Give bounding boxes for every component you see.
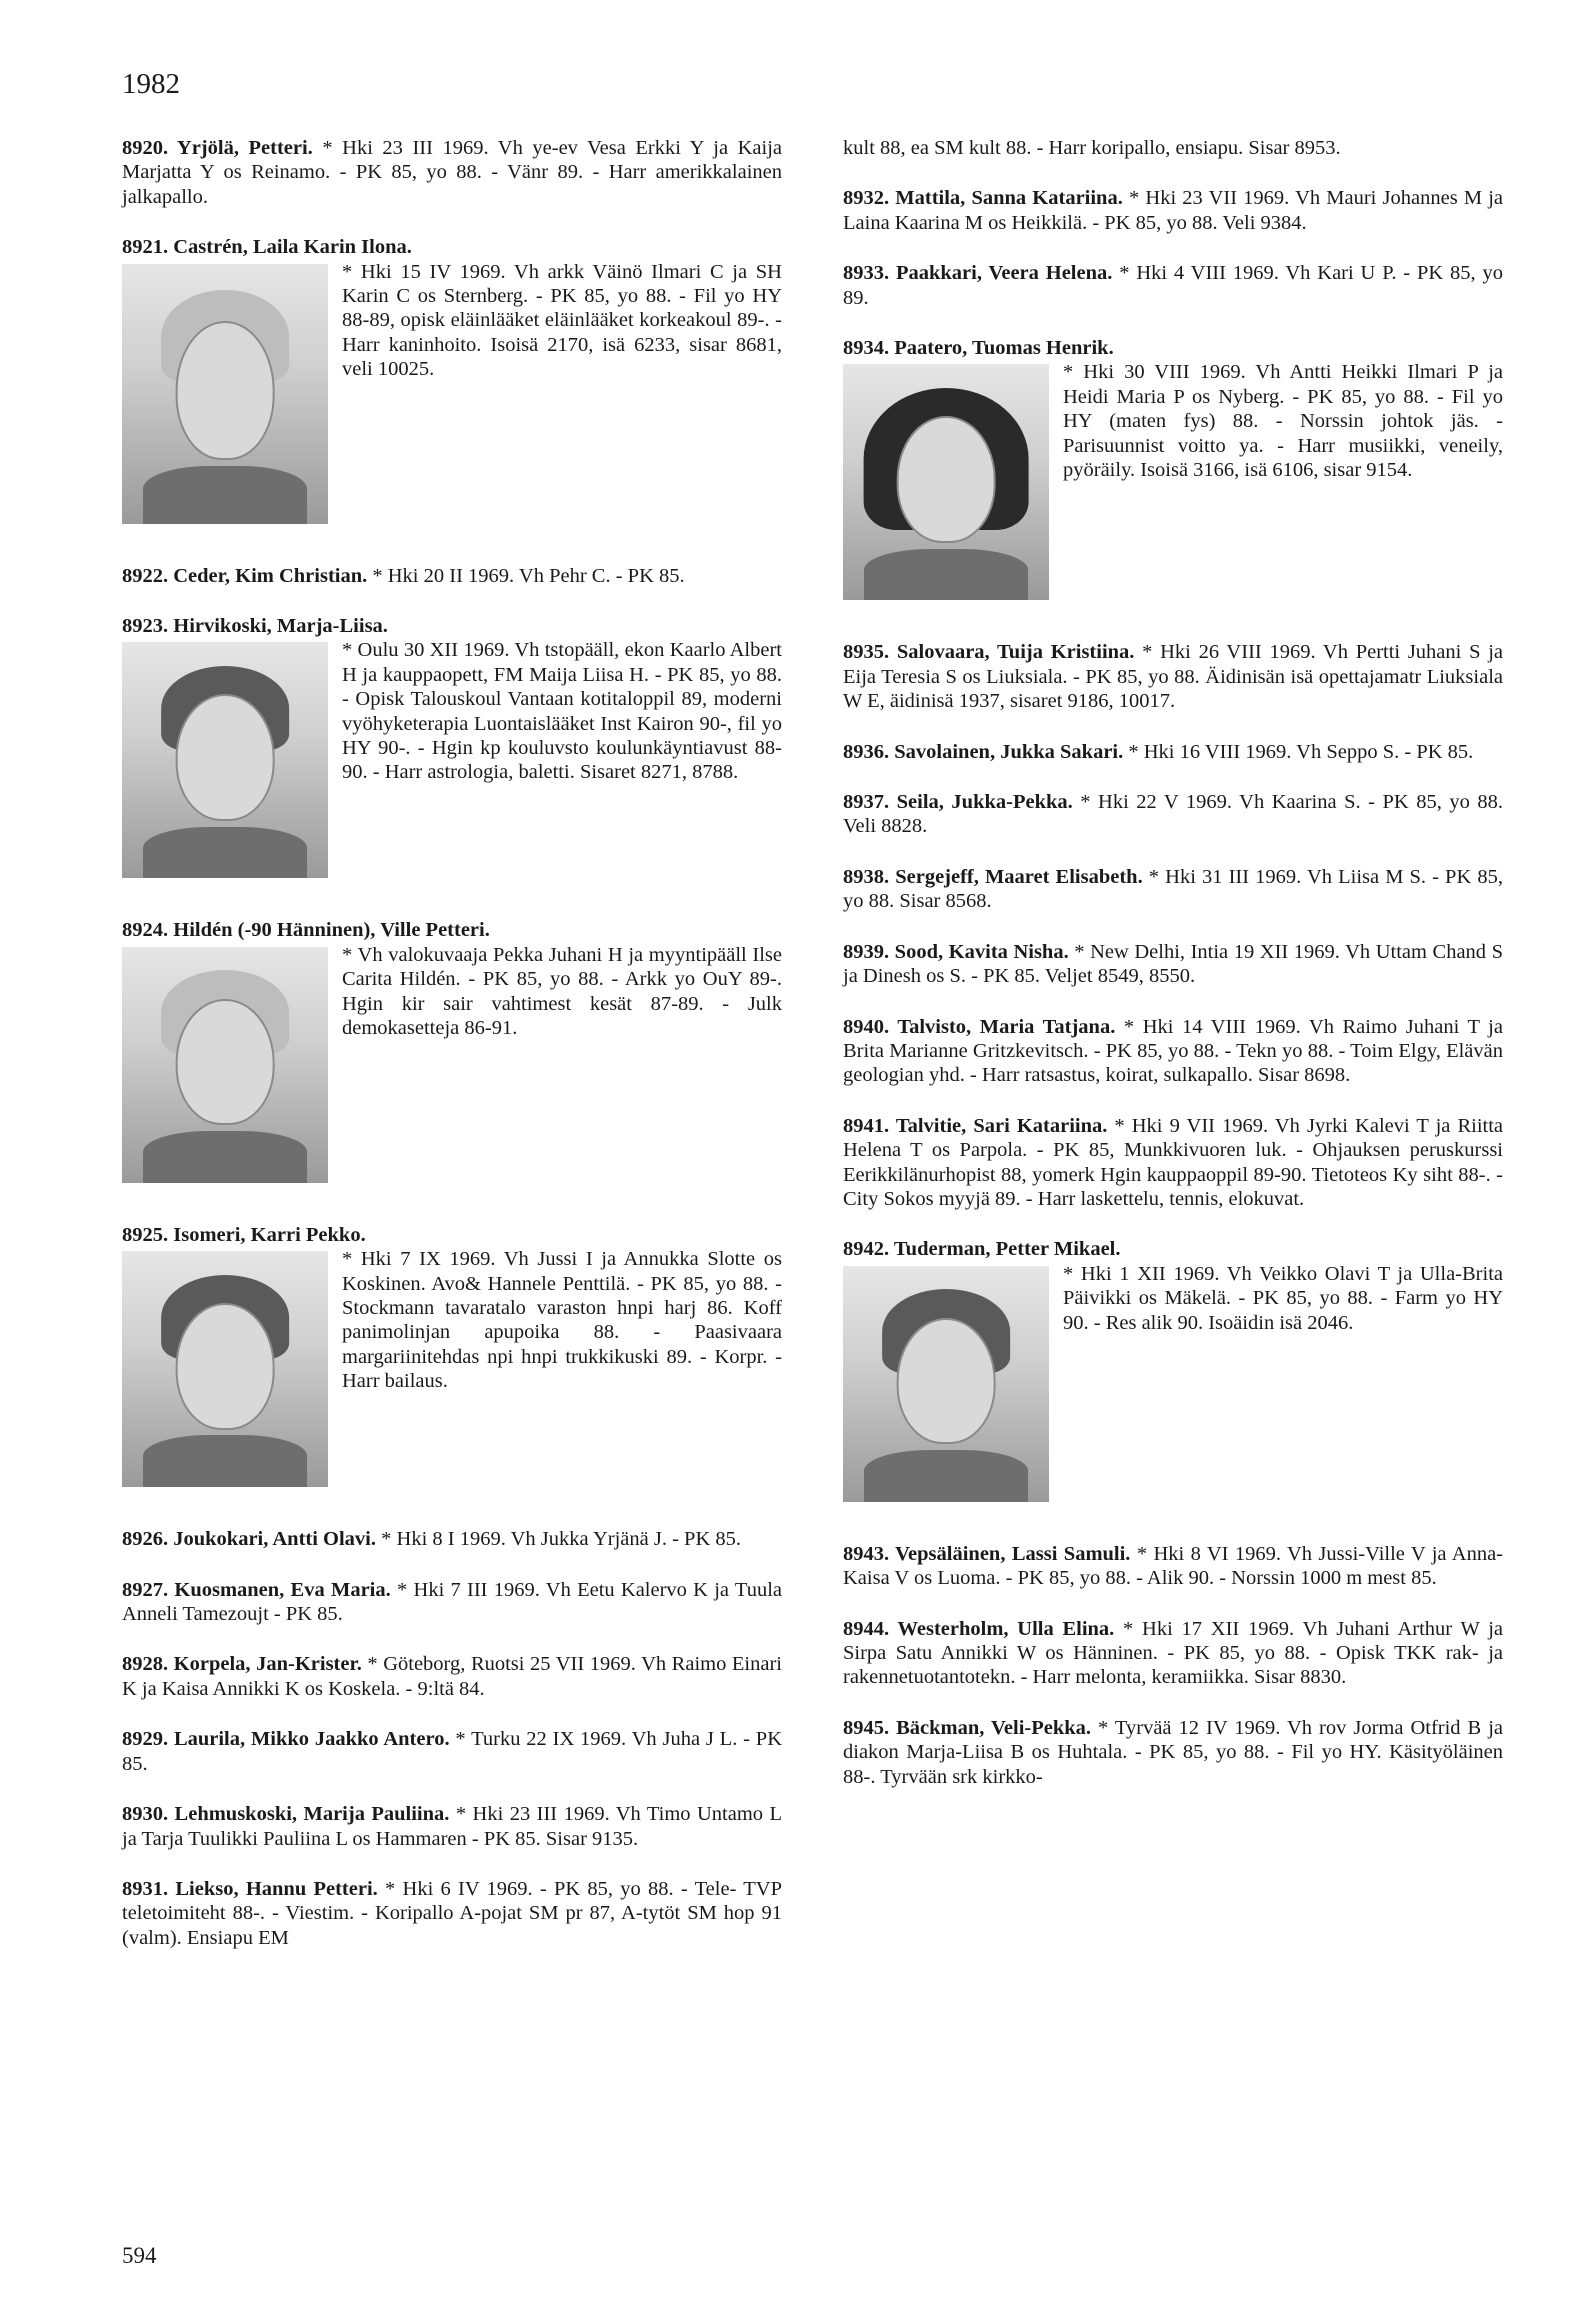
entry-8939	[843, 940, 1503, 989]
entry-8940	[843, 1015, 1503, 1088]
entry-text: * Hki 31 III 1969. Vh Liisa M S. - PK 85, yo 88. Sisar 8568.	[843, 865, 1503, 913]
entry-head: 8940. Talvisto, Maria Tatjana.	[843, 1015, 1116, 1038]
entry-text: * Hki 7 III 1969. Vh Eetu Kalervo K ja Tuula Anneli Tamezoujt - PK 85.	[122, 1578, 782, 1626]
entry-head: 8943. Vepsäläinen, Lassi Samuli.	[843, 1542, 1131, 1565]
entry-head: 8937. Seila, Jukka-Pekka.	[843, 791, 1073, 814]
entry-text: * Hki 26 VIII 1969. Vh Pertti Juhani S ja Eija Teresia S os Liuksiala. - PK 85, yo 88. Äidinisän isä opettajamatr Liuksiala W E, äidinisä 1937, sisaret 9186, 10017.	[843, 641, 1503, 713]
entry-head: 8922. Ceder, Kim Christian.	[122, 564, 368, 587]
entry-head: 8942. Tuderman, Petter Mikael.	[843, 1238, 1121, 1261]
entry-8926	[122, 1527, 782, 1551]
entry-text: * Hki 23 III 1969. Vh ye-ev Vesa Erkki Y ja Kaija Marjatta Y os Reinamo. - PK 85, yo 88. - Vänr 89. - Harr amerikkalainen jalkapallo.	[122, 137, 782, 208]
entry-8936	[843, 740, 1503, 764]
entry-text: * Hki 23 VII 1969. Vh Mauri Johannes M ja Laina Kaarina M os Heikkilä. - PK 85, yo 88. Veli 9384.	[843, 187, 1504, 234]
entry-text: * Hki 14 VIII 1969. Vh Raimo Juhani T ja Brita Marianne Gritzkevitsch. - PK 85, yo 88. - Tekn yo 88. - Toim Elgy, Elävän geologian yhd. - Harr ratsastus, koirat, sulkapallo. Sisar 8698.	[843, 1015, 1503, 1087]
entry-8924	[122, 918, 782, 1188]
entry-text: * Oulu 30 XII 1969. Vh tstopääll, ekon Kaarlo Albert H ja kauppaopett, FM Maija Liisa H. - PK 85, yo 88. - Opisk Talouskoul Vantaan kotitaloppil 89, moderni vyöhyketerapia Luontaislääket Inst Kairon 90-, fil yo HY 90-. - Hgin kp kouluvsto koulunkäyntiavust 88-90. - Harr astrologia, baletti. Sisaret 8271, 8788.	[342, 639, 782, 784]
entry-text: * Hki 30 VIII 1969. Vh Antti Heikki Ilmari P ja Heidi Maria P os Nyberg. - PK 85, yo 88. - Fil yo HY (maten fys) 88. - Norssin johtok jäs. - Parisuunnist voitto ya. - Harr musiikki, veneily, pyöräily. Isoisä 3166, isä 6106, sisar 9154.	[1063, 361, 1503, 482]
entry-text: * Hki 4 VIII 1969. Vh Kari U P. - PK 85, yo 89.	[843, 262, 1503, 309]
entry-text: * Hki 23 III 1969. Vh Timo Untamo L ja Tarja Tuulikki Pauliina L os Hammaren - PK 85. Sisar 9135.	[122, 1803, 782, 1850]
entry-head: 8944. Westerholm, Ulla Elina.	[843, 1617, 1115, 1640]
entry-text: * Hki 6 IV 1969. - PK 85, yo 88. - Tele- TVP teletoimiteht 88-. - Viestim. - Koripallo A-pojat SM pr 87, A-tytöt SM hop 91 (valm). Ensiapu EM	[122, 1877, 782, 1949]
entry-head: 8934. Paatero, Tuomas Henrik.	[843, 337, 1114, 360]
page-year-header: 1982	[122, 68, 180, 100]
entry-8944	[843, 1617, 1503, 1690]
entry-8922	[122, 564, 782, 588]
entry-8943	[843, 1542, 1503, 1591]
entry-text: * Hki 16 VIII 1969. Vh Seppo S. - PK 85.	[1123, 740, 1474, 763]
portrait-photo	[122, 1251, 328, 1487]
right-column	[843, 136, 1503, 1815]
entry-head: 8925. Isomeri, Karri Pekko.	[122, 1223, 366, 1246]
entry-head: 8932. Mattila, Sanna Katariina.	[843, 187, 1123, 210]
entry-8942	[843, 1237, 1503, 1507]
entry-text: * Tyrvää 12 IV 1969. Vh rov Jorma Otfrid B ja diakon Marja-Liisa B os Huhtala. - PK 85, yo 88. - Fil yo HY. Käsityöläinen 88-. Tyrvään srk kirkko-	[843, 1716, 1503, 1788]
entry-8941	[843, 1114, 1503, 1212]
entry-text: * Göteborg, Ruotsi 25 VII 1969. Vh Raimo Einari K ja Kaisa Annikki K os Koskela. - 9:ltä 84.	[122, 1653, 782, 1700]
entry-head: 8928. Korpela, Jan-Krister.	[122, 1653, 362, 1676]
entry-head: 8920. Yrjölä, Petteri.	[122, 137, 313, 159]
entry-text: * Turku 22 IX 1969. Vh Juha J L. - PK 85.	[122, 1728, 782, 1775]
entry-8928	[122, 1652, 782, 1701]
entry-8923	[122, 614, 782, 884]
entry-text: * Hki 8 I 1969. Vh Jukka Yrjänä J. - PK 85.	[376, 1528, 742, 1551]
entry-head: 8941. Talvitie, Sari Katariina.	[843, 1114, 1108, 1137]
entry-text: * New Delhi, Intia 19 XII 1969. Vh Uttam Chand S ja Dinesh os S. - PK 85. Veljet 8549, 8550.	[843, 940, 1504, 988]
entry-text: * Hki 9 VII 1969. Vh Jyrki Kalevi T ja Riitta Helena T os Parpola. - PK 85, Munkkivuoren luk. - Ohjauksen peruskurssi Eerikkilänurhopist 88, yomerk Hgin kauppaoppil 89-90. Tietoteos Ky siht 88-. - City Sokos myyjä 89. - Harr laskettelu, tennis, elokuvat.	[843, 1114, 1504, 1210]
entry-text: * Hki 7 IX 1969. Vh Jussi I ja Annukka Slotte os Koskinen. Avo& Hannele Penttilä. - PK 85, yo 88. - Stockmann tavaratalo varaston hnpi harj 86. Koff panimolinjan apupoika 88. - Paasivaara margariinitehdas npi hnpi trukkikuski 89. - Korpr. - Harr bailaus.	[342, 1248, 782, 1393]
entry-8934	[843, 336, 1503, 606]
entry-8927	[122, 1578, 782, 1627]
portrait-photo	[122, 264, 328, 524]
entry-head: 8936. Savolainen, Jukka Sakari.	[843, 740, 1124, 763]
entry-head: 8945. Bäckman, Veli-Pekka.	[843, 1716, 1092, 1739]
entry-head: 8935. Salovaara, Tuija Kristiina.	[843, 641, 1135, 664]
entry-text: * Hki 20 II 1969. Vh Pehr C. - PK 85.	[367, 564, 685, 587]
entry-8931-continued	[843, 136, 1503, 160]
entry-head: 8927. Kuosmanen, Eva Maria.	[122, 1578, 391, 1601]
page-number: 594	[122, 2243, 157, 2268]
entry-head: 8933. Paakkari, Veera Helena.	[843, 262, 1113, 285]
entry-8925	[122, 1223, 782, 1493]
entry-head: 8931. Liekso, Hannu Petteri.	[122, 1877, 378, 1900]
entry-head: 8923. Hirvikoski, Marja-Liisa.	[122, 615, 388, 638]
entry-head: 8930. Lehmuskoski, Marija Pauliina.	[122, 1803, 450, 1826]
entry-text: * Hki 15 IV 1969. Vh arkk Väinö Ilmari C ja SH Karin C os Sternberg. - PK 85, yo 88. - Fil yo HY 88-89, opisk eläinlääket eläinlääket korkeakoul 89-. - Harr kaninhoito. Isoisä 2170, isä 6233, sisar 8681, veli 10025.	[342, 260, 782, 381]
entry-8920	[122, 136, 782, 209]
entry-text: * Hki 8 VI 1969. Vh Jussi-Ville V ja Anna-Kaisa V os Luoma. - PK 85, yo 88. - Alik 90. - Norssin 1000 m mest 85.	[843, 1542, 1503, 1590]
entry-head: 8926. Joukokari, Antti Olavi.	[122, 1528, 377, 1551]
entry-8921	[122, 235, 782, 529]
portrait-photo	[122, 642, 328, 878]
entry-8929	[122, 1727, 782, 1776]
entry-head: 8924. Hildén (-90 Hänninen), Ville Petteri.	[122, 919, 490, 942]
entry-8937	[843, 790, 1503, 839]
entry-text: * Hki 22 V 1969. Vh Kaarina S. - PK 85, yo 88. Veli 8828.	[843, 791, 1503, 838]
entry-8930	[122, 1802, 782, 1851]
entry-head: 8939. Sood, Kavita Nisha.	[843, 940, 1069, 963]
left-column	[122, 136, 782, 1976]
entry-head: 8929. Laurila, Mikko Jaakko Antero.	[122, 1728, 450, 1751]
portrait-photo	[843, 1266, 1049, 1502]
entry-head: 8921. Castrén, Laila Karin Ilona.	[122, 236, 412, 259]
entry-8933	[843, 261, 1503, 310]
portrait-photo	[843, 364, 1049, 600]
entry-text: * Hki 1 XII 1969. Vh Veikko Olavi T ja Ulla-Brita Päivikki os Mäkelä. - PK 85, yo 88. - Farm yo HY 90. - Res alik 90. Isoäidin isä 2046.	[1063, 1262, 1503, 1334]
entry-head: 8938. Sergejeff, Maaret Elisabeth.	[843, 865, 1143, 888]
entry-text: kult 88, ea SM kult 88. - Harr koripallo, ensiapu. Sisar 8953.	[843, 137, 1341, 159]
entry-8932	[843, 186, 1503, 235]
entry-8945	[843, 1716, 1503, 1789]
entry-text: * Vh valokuvaaja Pekka Juhani H ja myyntipääll Ilse Carita Hildén. - PK 85, yo 88. - Arkk yo OuY 89-. Hgin kir sair vahtimest kesät 87-89. - Julk demokasetteja 86-91.	[342, 943, 782, 1040]
entry-8931	[122, 1877, 782, 1950]
entry-8938	[843, 865, 1503, 914]
entry-8935	[843, 640, 1503, 713]
portrait-photo	[122, 947, 328, 1183]
entry-text: * Hki 17 XII 1969. Vh Juhani Arthur W ja Sirpa Satu Annikki W os Hänninen. - PK 85, yo 88. - Opisk TKK rak- ja rakennetuotantotekn. - Harr melonta, keramiikka. Sisar 8830.	[843, 1617, 1504, 1689]
